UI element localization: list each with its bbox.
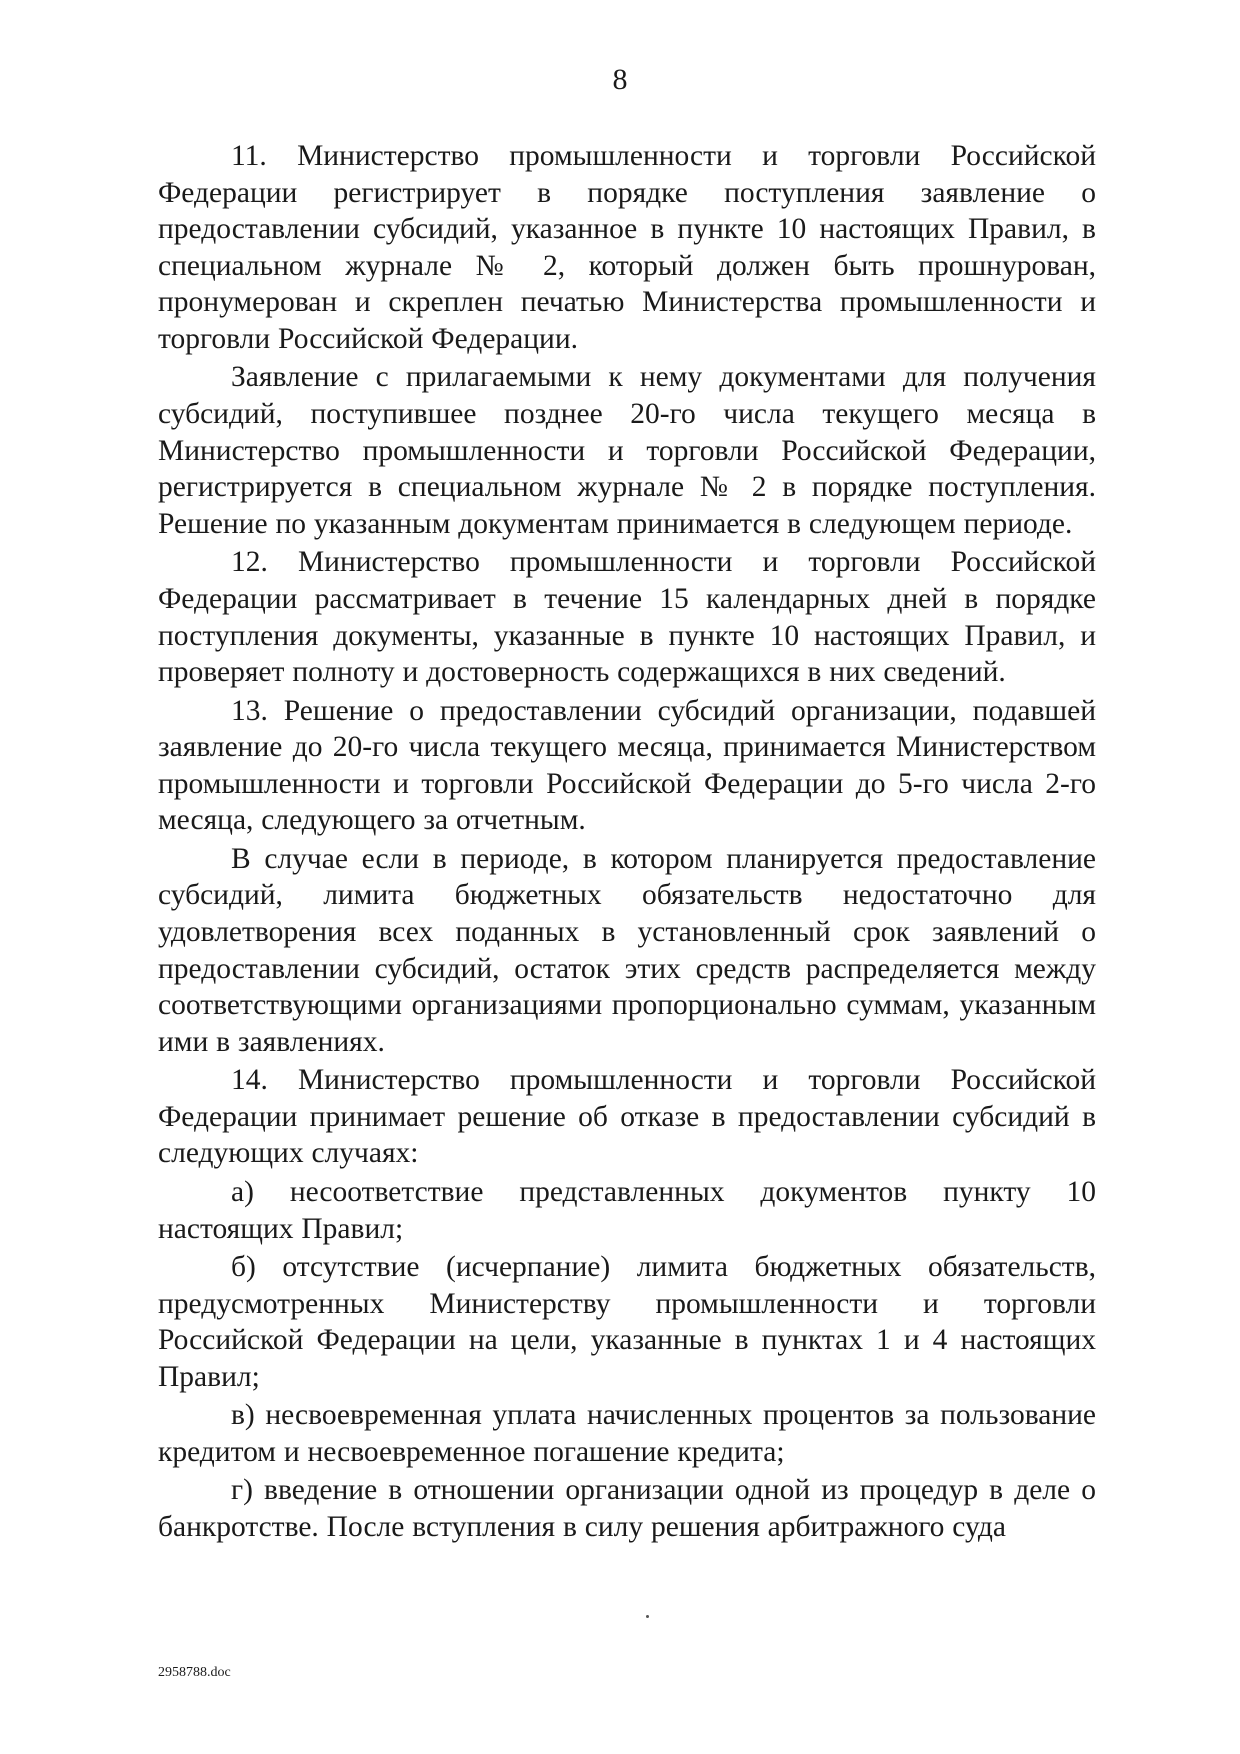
paragraph-14-item-b: б) отсутствие (исчерпание) лимита бюджетных обязательств, предусмотренных Министерству промышленности и торговли Российской Федерации на цели, указанные в пунктах 1 и 4 настоящих Правил; bbox=[158, 1251, 1096, 1393]
paragraph-11-application-late: Заявление с прилагаемыми к нему документами для получения субсидий, поступившее позднее 20-го числа текущего месяца в Министерство промышленности и торговли Российской Федерации, регистрируется в специальном журнале № 2 в порядке поступления. Решение по указанным документам принимается в следующем периоде. bbox=[158, 361, 1096, 540]
paragraph-11: 11. Министерство промышленности и торговли Российской Федерации регистрирует в порядке поступления заявление о предоставлении субсидий, указанное в пункте 10 настоящих Правил, в специальном журнале № 2, который должен быть прошнурован, пронумерован и скреплен печатью Министерства промышленности и торговли Российской Федерации. bbox=[158, 140, 1096, 355]
document-body bbox=[158, 138, 1096, 1547]
paragraph-14-item-g: г) введение в отношении организации одной из процедур в деле о банкротстве. После вступления в силу решения арбитражного суда bbox=[158, 1474, 1096, 1543]
scan-speck bbox=[646, 1615, 649, 1618]
paragraph-13: 13. Решение о предоставлении субсидий организации, подавшей заявление до 20-го числа текущего месяца, принимается Министерством промышленности и торговли Российской Федерации до 5-го числа 2-го месяца, следующего за отчетным. bbox=[158, 694, 1096, 837]
paragraph-14-item-v: в) несвоевременная уплата начисленных процентов за пользование кредитом и несвоевременное погашение кредита; bbox=[158, 1399, 1096, 1468]
paragraph-12: 12. Министерство промышленности и торговли Российской Федерации рассматривает в течение 15 календарных дней в порядке поступления документы, указанные в пункте 10 настоящих Правил, и проверяет полноту и достоверность содержащихся в них сведений. bbox=[158, 546, 1096, 689]
paragraph-14-item-a: а) несоответствие представленных документов пункту 10 настоящих Правил; bbox=[158, 1175, 1096, 1245]
paragraph-14: 14. Министерство промышленности и торговли Российской Федерации принимает решение об отказе в предоставлении субсидий в следующих случаях: bbox=[158, 1064, 1096, 1170]
footer-file-name: 2958788.doc bbox=[158, 1665, 231, 1680]
paragraph-13-limit-distribution: В случае если в периоде, в котором планируется предоставление субсидий, лимита бюджетных обязательств недостаточно для удовлетворения всех поданных в установленный срок заявлений о предоставлении субсидий, остаток этих средств распределяется между соответствующими организациями пропорционально суммам, указанным ими в заявлениях. bbox=[158, 842, 1096, 1058]
page-number: 8 bbox=[612, 63, 628, 96]
